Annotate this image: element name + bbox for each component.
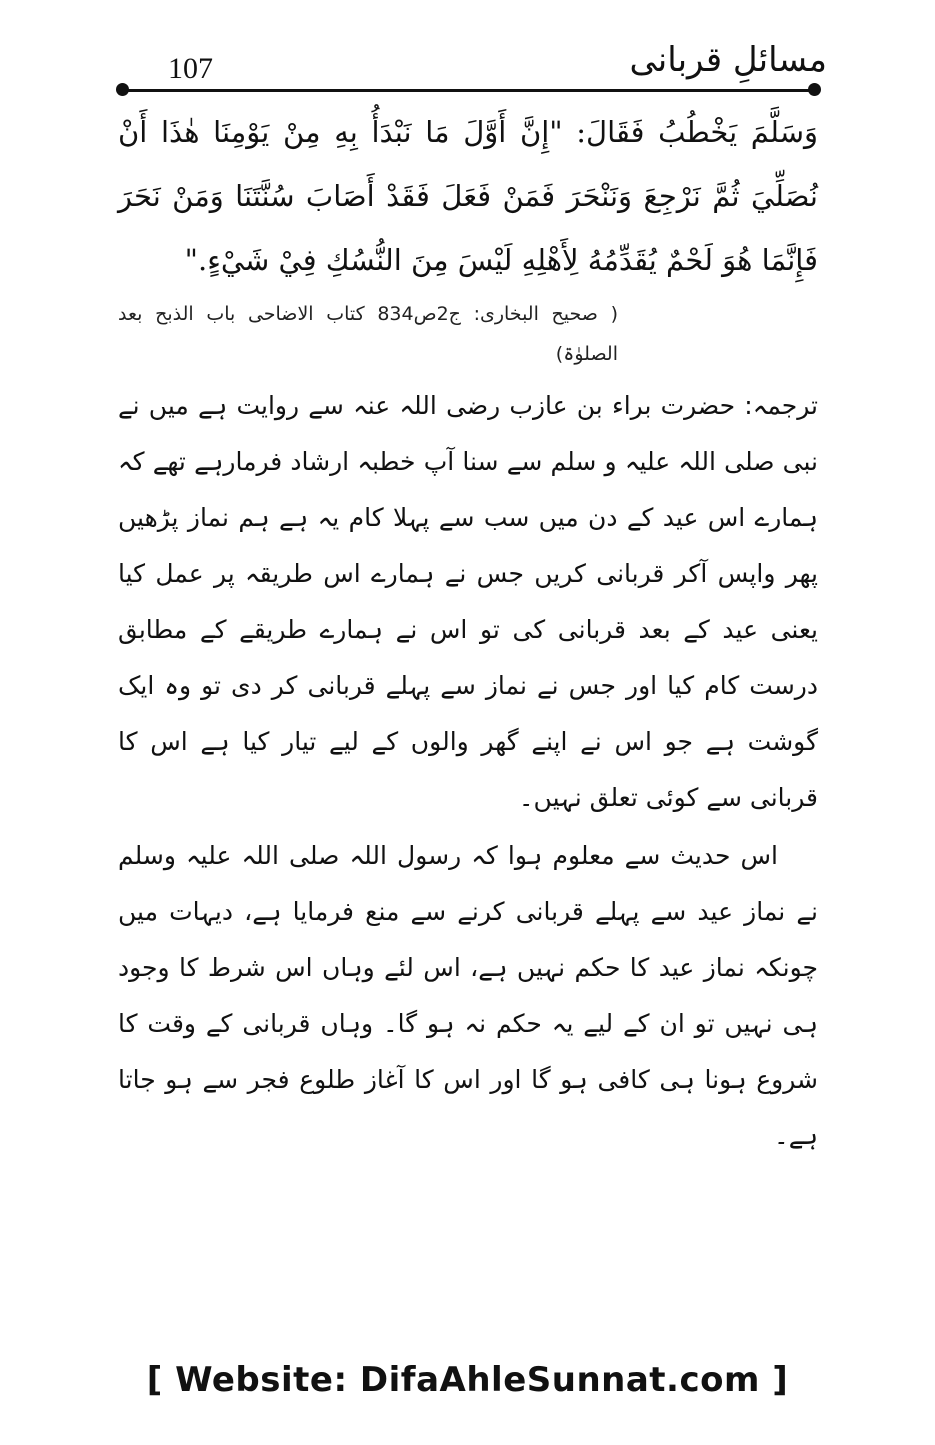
page-number: 107 (168, 52, 213, 85)
page-body (118, 100, 818, 1164)
header-rule (122, 89, 814, 92)
page-header (0, 0, 935, 100)
book-title: مسائلِ قربانی (629, 40, 827, 80)
translation-paragraph: ترجمہ: حضرت براء بن عازب رضی اللہ عنہ سے روایت ہے میں نے نبی صلی اللہ علیہ و سلم سے سنا آپ خطبہ ارشاد فرمارہے تھے کہ ہمارے اس عید کے دن میں سب سے پہلا کام یہ ہے ہم نماز پڑھیں پھر واپس آکر قربانی کریں جس نے ہمارے اس طریقہ پر عمل کیا یعنی عید کے بعد قربانی کی تو اس نے ہمارے طریقے کے مطابق درست کام کیا اور جس نے نماز سے پہلے قربانی کر دی تو وہ ایک گوشت ہے جو اس نے اپنے گھر والوں کے لیے تیار کیا ہے اس کا قربانی سے کوئی تعلق نہیں۔ (118, 391, 818, 812)
explanation-paragraph: اس حدیث سے معلوم ہوا کہ رسول اللہ صلی اللہ علیہ وسلم نے نماز عید سے پہلے قربانی کرنے سے منع فرمایا ہے، دیہات میں چونکہ نماز عید کا حکم نہیں ہے، اس لئے وہاں اس شرط کا وجود ہی نہیں تو ان کے لیے یہ حکم نہ ہو گا۔ وہاں قربانی کے وقت کا شروع ہونا ہی کافی ہو گا اور اس کا آغاز طلوع فجر سے ہو جاتا ہے۔ (118, 841, 818, 1150)
hadith-reference: ( صحیح البخاری: ج2ص834 کتاب الاضاحی باب الذبح بعد الصلوٰۃ) (118, 303, 618, 365)
hadith-arabic-text: وَسَلَّمَ يَخْطُبُ فَقَالَ: "إِنَّ أَوَّلَ مَا نَبْدَأُ بِهِ مِنْ يَوْمِنَا هٰذَا أَنْ نُصَلِّيَ ثُمَّ نَرْجِعَ وَنَنْحَرَ فَمَنْ فَعَلَ فَقَدْ أَصَابَ سُنَّتَنَا وَمَنْ نَحَرَ فَإِنَّمَا هُوَ لَحْمٌ يُقَدِّمُهُ لِأَهْلِهِ لَيْسَ مِنَ النُّسُكِ فِيْ شَيْءٍ." (118, 115, 818, 277)
website-footer: [ Website: DifaAhleSunnat.com ] (146, 1360, 789, 1400)
rule-right-dot (808, 83, 821, 96)
